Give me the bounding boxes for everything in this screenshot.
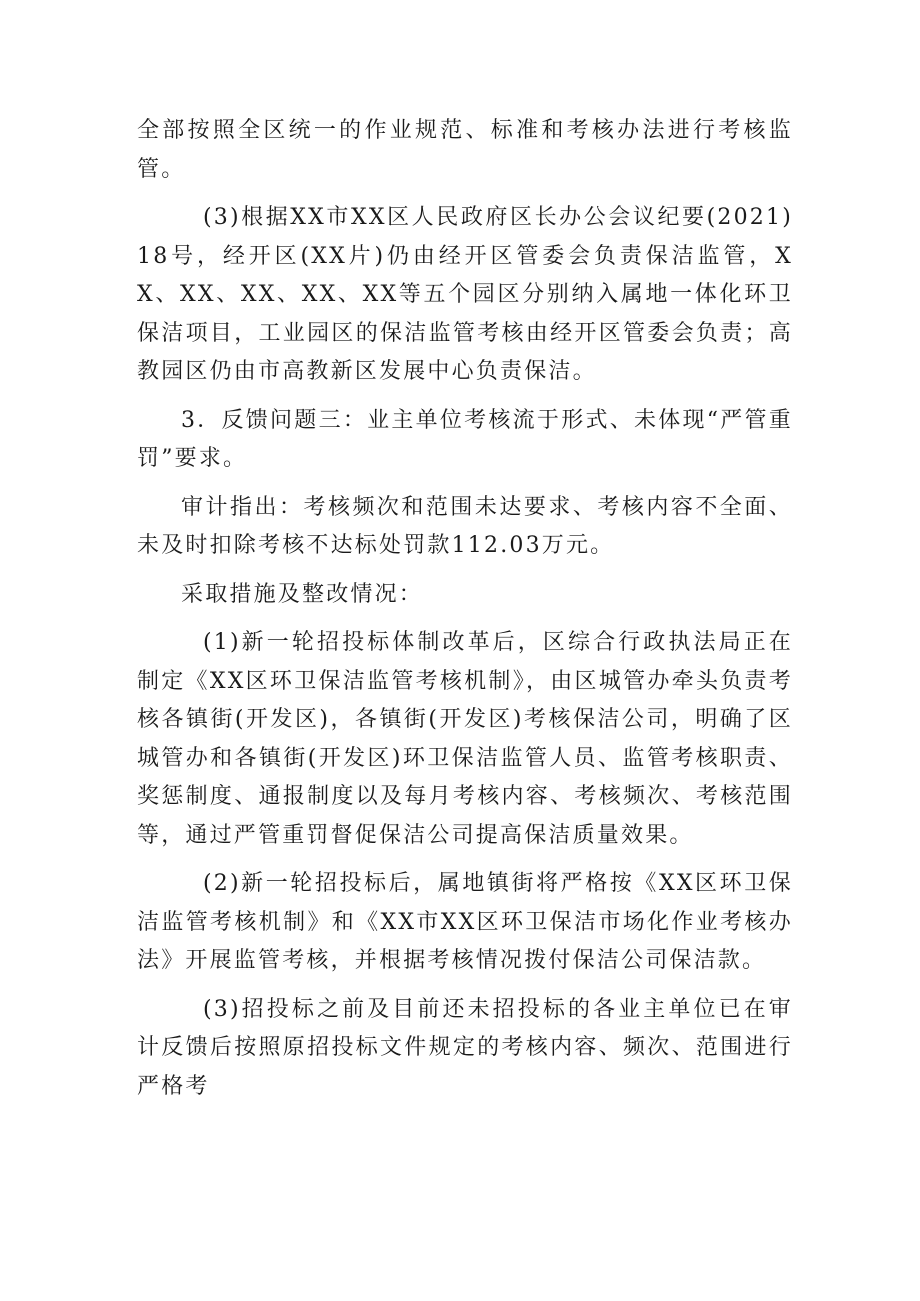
paragraph-measures-heading: 采取措施及整改情况： bbox=[181, 581, 424, 607]
paragraph-measure-2: (2)新一轮招投标后，属地镇街将严格按《XX区环卫保洁监管考核机制》和《XX市XX区环卫保洁市场化作业考核办法》开展监管考核，并根据考核情况拨付保洁公司保洁款。 bbox=[137, 871, 793, 973]
paragraph-continuation: 全部按照全区统一的作业规范、标准和考核办法进行考核监管。 bbox=[137, 118, 793, 182]
paragraph-measure-3: (3)招投标之前及目前还未招投标的各业主单位已在审计反馈后按照原招投标文件规定的考核内容、频次、范围进行严格考 bbox=[137, 996, 793, 1099]
document-body bbox=[137, 112, 793, 1116]
paragraph-item-3-meeting-minutes: (3)根据XX市XX区人民政府区长办公会议纪要(2021)18号，经开区(XX片)仍由经开区管委会负责保洁监管，XX、XX、XX、XX、XX等五个园区分别纳入属地一体化环卫保洁项目，工业园区的保洁监管考核由经开区管委会负责；高教园区仍由市高教新区发展中心负责保洁。 bbox=[137, 205, 793, 384]
paragraph-measure-1: (1)新一轮招投标体制改革后，区综合行政执法局正在制定《XX区环卫保洁监管考核机制》，由区城管办牵头负责考核各镇街(开发区)，各镇街(开发区)考核保洁公司，明确了区城管办和各镇街(开发区)环卫保洁监管人员、监管考核职责、奖惩制度、通报制度以及每月考核内容、考核频次、考核范围等，通过严管重罚督促保洁公司提高保洁质量效果。 bbox=[137, 630, 793, 848]
paragraph-audit-findings: 审计指出：考核频次和范围未达要求、考核内容不全面、未及时扣除考核不达标处罚款112.03万元。 bbox=[137, 494, 793, 558]
paragraph-feedback-issue-3: 3．反馈问题三：业主单位考核流于形式、未体现“严管重罚”要求。 bbox=[137, 407, 793, 471]
